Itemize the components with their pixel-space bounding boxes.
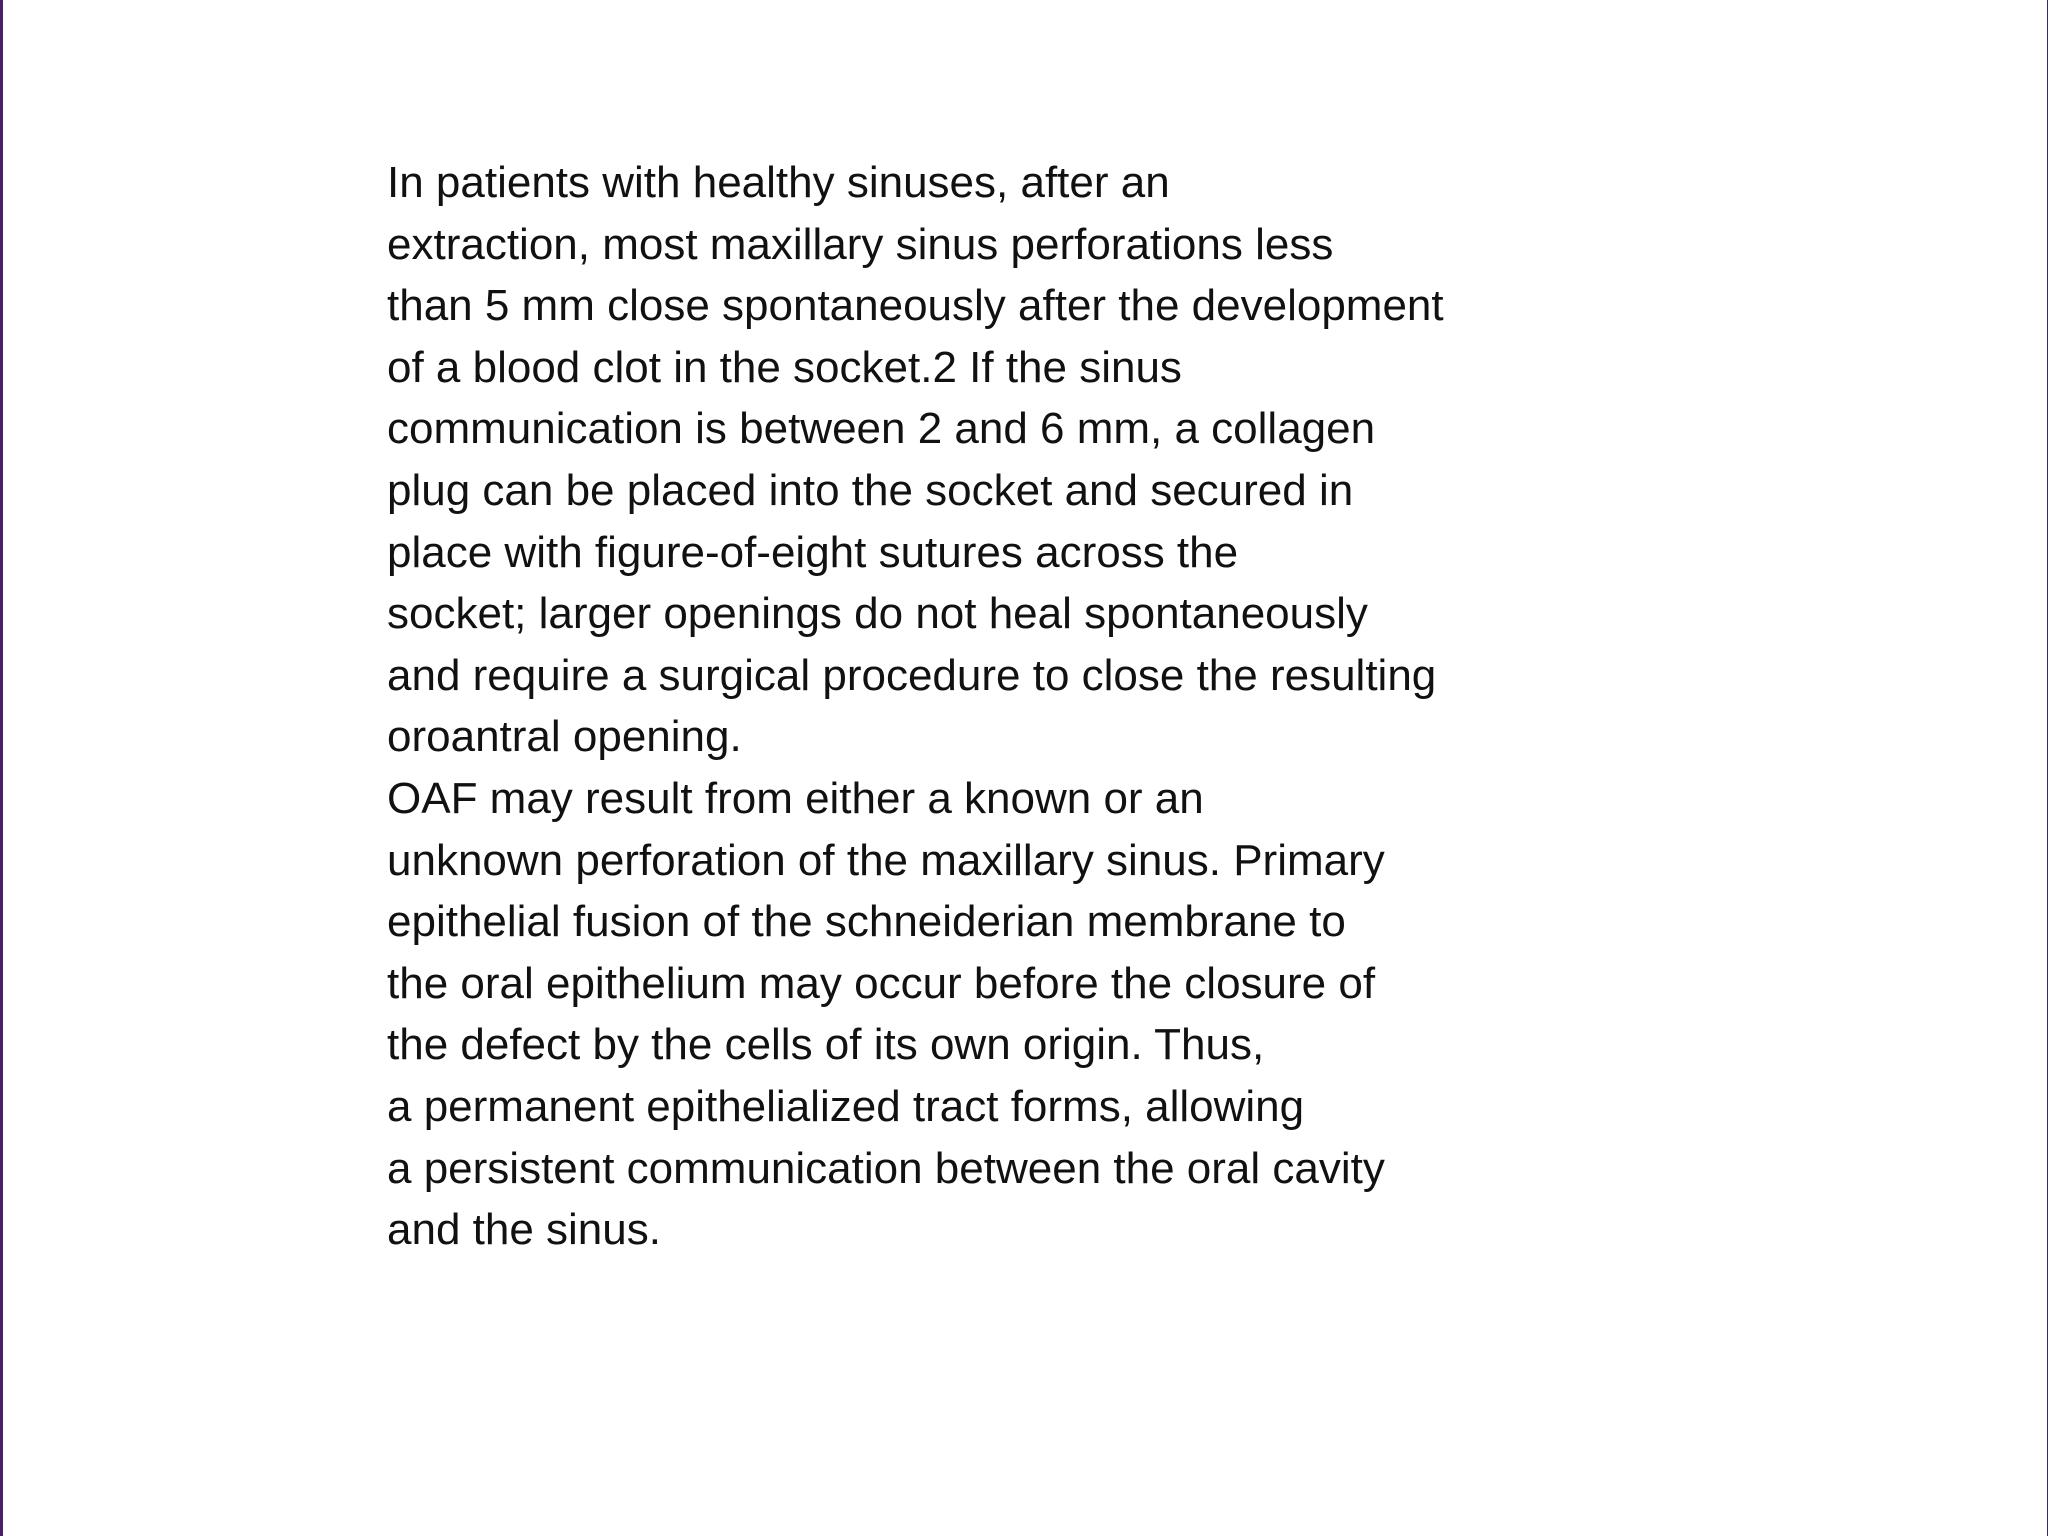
text-line: oroantral opening. [387,712,742,762]
text-line: of a blood clot in the socket.2 If the sinus [387,342,1182,392]
text-line: a permanent epithelialized tract forms, allowing [387,1081,1305,1131]
text-line: place with figure-of-eight sutures across the [387,527,1239,577]
text-line: unknown perforation of the maxillary sinus. Primary [387,835,1385,885]
text-line: plug can be placed into the socket and secured in [387,465,1354,515]
text-line: the oral epithelium may occur before the closure of [387,958,1376,1008]
text-line: a persistent communication between the oral cavity [387,1143,1385,1193]
text-line: the defect by the cells of its own origin. Thus, [387,1020,1265,1070]
text-line: OAF may result from either a known or an [387,773,1204,823]
text-line: communication is between 2 and 6 mm, a collagen [387,404,1376,454]
body-text [387,152,1687,1261]
text-line: epithelial fusion of the schneiderian membrane to [387,897,1346,947]
text-line: and the sinus. [387,1205,661,1255]
text-line: extraction, most maxillary sinus perforations less [387,219,1334,269]
text-line: socket; larger openings do not heal spontaneously [387,589,1368,639]
text-line: and require a surgical procedure to close the resulting [387,650,1437,700]
text-line: than 5 mm close spontaneously after the development [387,281,1444,331]
text-line: In patients with healthy sinuses, after an [387,158,1170,207]
